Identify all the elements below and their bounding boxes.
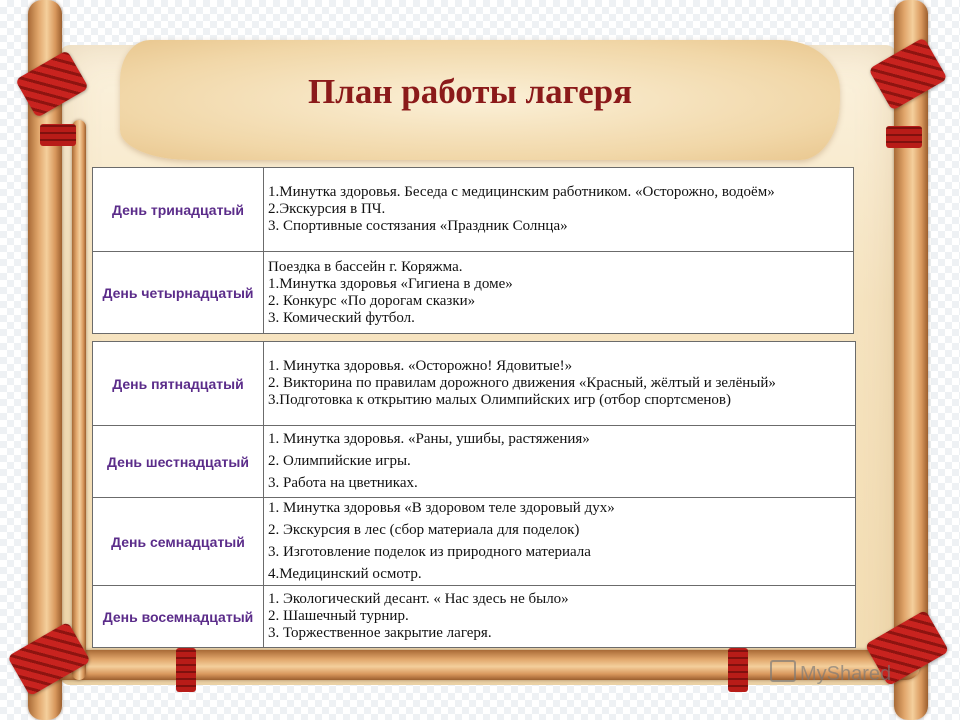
activity-line: 2. Шашечный турнир. bbox=[268, 608, 409, 624]
activity-line: 2. Конкурс «По дорогам сказки» bbox=[268, 292, 476, 309]
activity-line: 3. Комический футбол. bbox=[268, 309, 415, 326]
activity-line: 1.Минутка здоровья. Беседа с медицинским работником. «Осторожно, водоём» bbox=[268, 184, 775, 200]
watermark bbox=[770, 660, 891, 686]
day-label: День пятнадцатый bbox=[93, 342, 264, 426]
activity-line: 1. Минутка здоровья. «Раны, ушибы, растяжения» bbox=[268, 431, 590, 447]
activity-line: 1. Минутка здоровья «В здоровом теле здоровый дух» bbox=[268, 500, 615, 516]
activities-cell bbox=[264, 586, 856, 648]
activities-cell bbox=[264, 252, 854, 334]
activity-line: 1. Минутка здоровья. «Осторожно! Ядовитые!» bbox=[268, 358, 573, 374]
activity-line: 2. Викторина по правилам дорожного движения «Красный, жёлтый и зелёный» bbox=[268, 375, 776, 391]
activity-line: Поездка в бассейн г. Коряжма. bbox=[268, 258, 463, 275]
activity-line: 1. Экологический десант. « Нас здесь не было» bbox=[268, 591, 569, 607]
activity-line: 2.Экскурсия в ПЧ. bbox=[268, 201, 386, 217]
day-label: День шестнадцатый bbox=[93, 426, 264, 498]
table-row bbox=[93, 168, 854, 252]
activity-line: 2. Экскурсия в лес (сбор материала для поделок) bbox=[268, 522, 580, 538]
activity-line: 3. Изготовление поделок из природного материала bbox=[268, 544, 591, 560]
day-label: День четырнадцатый bbox=[93, 252, 264, 334]
watermark-icon bbox=[770, 660, 796, 682]
day-label: День тринадцатый bbox=[93, 168, 264, 252]
right-band bbox=[886, 126, 922, 148]
activities-cell bbox=[264, 342, 856, 426]
activities-cell bbox=[264, 498, 856, 586]
bottom-band-right bbox=[728, 648, 748, 692]
table-row bbox=[93, 498, 856, 586]
watermark-text: MyShared bbox=[800, 663, 892, 685]
table-row bbox=[93, 252, 854, 334]
table-row bbox=[93, 426, 856, 498]
activity-line: 3. Торжественное закрытие лагеря. bbox=[268, 625, 492, 641]
table-row bbox=[93, 586, 856, 648]
day-label: День семнадцатый bbox=[93, 498, 264, 586]
activity-line: 2. Олимпийские игры. bbox=[268, 453, 411, 469]
left-inner-pole bbox=[72, 120, 86, 680]
day-label: День восемнадцатый bbox=[93, 586, 264, 648]
activity-line: 3. Работа на цветниках. bbox=[268, 475, 418, 491]
schedule-table-bottom bbox=[92, 341, 856, 648]
activity-line: 3.Подготовка к открытию малых Олимпийских игр (отбор спортсменов) bbox=[268, 392, 732, 408]
bottom-band-left bbox=[176, 648, 196, 692]
page-title: План работы лагеря bbox=[307, 72, 633, 111]
activity-line: 4.Медицинский осмотр. bbox=[268, 566, 422, 582]
table-row bbox=[93, 342, 856, 426]
activity-line: 1.Минутка здоровья «Гигиена в доме» bbox=[268, 275, 513, 292]
schedule-table-top bbox=[92, 167, 854, 334]
activities-cell bbox=[264, 426, 856, 498]
activities-cell bbox=[264, 168, 854, 252]
activity-line: 3. Спортивные состязания «Праздник Солнца» bbox=[268, 218, 568, 234]
left-band bbox=[40, 124, 76, 146]
